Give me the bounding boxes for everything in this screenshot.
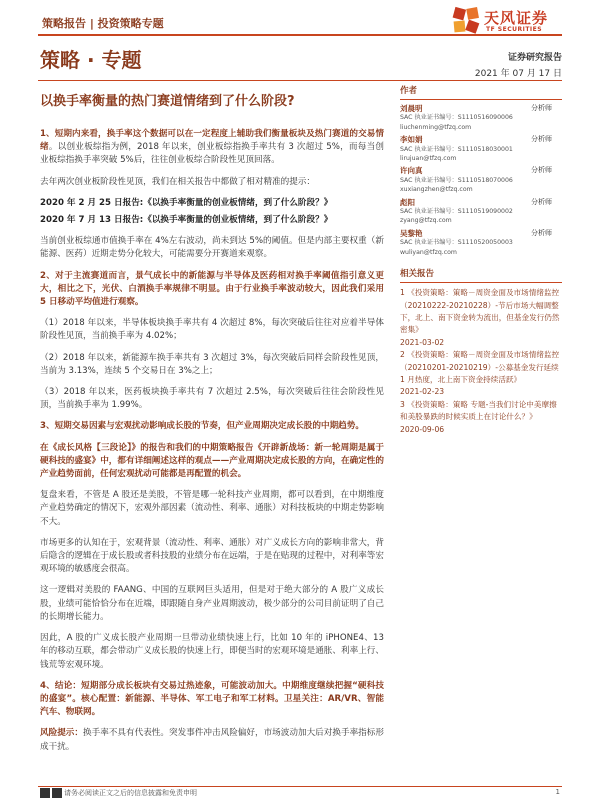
- header-divider: [38, 34, 562, 36]
- related-report-date: 2021-02-23: [400, 387, 445, 397]
- analyst-role: 分析师: [531, 166, 552, 175]
- analyst-card: [400, 104, 562, 132]
- report-type: 证券研究报告: [507, 53, 562, 63]
- analyst-cert: SAC 执业证书编号：S1110518030001: [400, 145, 513, 153]
- logo-text-en: TF SECURITIES: [486, 26, 543, 33]
- analyst-name: 彪阳: [400, 197, 415, 207]
- paragraph-12: 这一逻辑对美股的 FAANG、中国的互联网巨头适用，但是对于绝大部分的 A 股广义成长股，业绩可能恰恰分布在近端，即跟随自身产业周期波动，极少部分的公司目前证明了自己的长期增长能力。: [40, 585, 384, 622]
- paragraph-3: 当前创业板综通市值换手率在 4%左右波动，尚未到达 5%的阈值。但是内部主要权重（新能源、医药）近期走势分化较大，可能需要分开赛道来观察。: [40, 236, 384, 260]
- qr-code-icon: [52, 788, 62, 798]
- paragraph-14: [40, 680, 384, 720]
- footer-divider: [38, 786, 562, 787]
- related-report-link[interactable]: [400, 399, 562, 436]
- analyst-cert: SAC 执业证书编号：S1110519090002: [400, 208, 513, 216]
- breadcrumb: 策略报告 | 投资策略专题: [42, 17, 164, 30]
- analyst-cert: SAC 执业证书编号：S1110516090006: [400, 114, 513, 122]
- paragraph-5: （1）2018 年以来，半导体板块换手率共有 4 次超过 8%，每次突破后往往对应着半导体阶段性见顶，当前换手率为 4.02%；: [40, 318, 384, 342]
- related-report-title: 2 《投资策略：策略－周资金面及市场情绪监控（20210201-20210219）-公募基金发行延续 1 月热度，北上南下资金持续活跃》: [400, 350, 560, 384]
- paragraph-4: [40, 270, 384, 310]
- paragraph-11: 市场更多的认知在于，宏观背景（流动性、利率、通胀）对广义成长方向的影响非常大，背后隐含的逻辑在于成长股或者科技股的业绩分布在远端，于是在贴现的过程中，对利率等宏观环境的敏感度会很高。: [40, 537, 384, 575]
- paragraph-7: （3）2018 年以来，医药板块换手率共有 7 次超过 2.5%，每次突破后往往会阶段性见顶，当前换手率为 1.99%。: [40, 387, 384, 411]
- report-date: 2021 年 07 月 17 日: [474, 69, 562, 79]
- risk-warning-label: 风险提示：: [40, 728, 83, 739]
- page-number: 1: [555, 788, 560, 796]
- header-bar: [38, 9, 562, 34]
- qr-code-icon: [40, 788, 50, 798]
- related-heading: 相关报告: [400, 265, 562, 283]
- analyst-email[interactable]: xuxiangzhen@tfzq.com: [400, 186, 473, 194]
- analyst-card: [400, 135, 562, 163]
- related-report-date: 2020-09-06: [400, 424, 445, 434]
- title-divider: [38, 80, 562, 81]
- related-reports: [400, 265, 562, 436]
- related-report-date: 2021-03-02: [400, 337, 445, 347]
- logo-text-cn: 天风证券: [484, 9, 549, 27]
- analyst-email[interactable]: wuliyan@tfzq.com: [400, 248, 457, 256]
- sidebar: [400, 82, 562, 436]
- logo-mark-icon: [452, 6, 480, 34]
- analyst-role: 分析师: [531, 135, 552, 144]
- analyst-role: 分析师: [531, 104, 552, 112]
- paragraph-1-bold: 1、短期内来看，换手率这个数据可以在一定程度上辅助我们衡量板块及热门赛道的交易情绪: [40, 129, 384, 153]
- footer-disclaimer: 请务必阅读正文之后的信息披露和免责申明: [64, 789, 197, 797]
- analyst-card: [400, 229, 562, 257]
- quote-report-2: 2020 年 7 月 13 日报告:《以换手率衡量的创业板情绪，到了什么阶段？》: [40, 215, 333, 226]
- paragraph-2: 去年两次创业板阶段性见顶，我们在相关报告中都做了相对精准的提示：: [40, 176, 316, 187]
- main-content: [40, 128, 384, 762]
- report-subtitle: 以换手率衡量的热门赛道情绪到了什么阶段?: [40, 94, 295, 109]
- quote-report-1: 2020 年 2 月 25 日报告:《以换手率衡量的创业板情绪，到了什么阶段？》: [40, 197, 333, 208]
- authors-heading: 作者: [400, 82, 562, 100]
- risk-warning: [40, 727, 384, 753]
- paragraph-13: 因此，A 股的广义成长股产业周期一旦带动业绩快速上行，比如 10 年的 iPHONE4、13 年的移动互联，都会带动广义成长股的快速上行，即便当时的宏观环境是通胀、利率上行、钱荒等宏观环境。: [40, 633, 384, 670]
- page-title: 策略 · 专题: [40, 48, 142, 72]
- analyst-cert: SAC 执业证书编号：S1110520050003: [400, 239, 513, 247]
- related-report-title: 3 《投资策略：策略 专题-当我们讨论中美摩擦和美股暴跌的时候实质上在讨论什么？》: [400, 399, 557, 422]
- paragraph-6: （2）2018 年以来，新能源车换手率共有 3 次超过 3%，每次突破后同样会阶段性见顶，当前为 3.13%，连续 5 个交易日在 3%之上；: [40, 352, 384, 376]
- analyst-email[interactable]: lirujuan@tfzq.com: [400, 155, 457, 163]
- analyst-name: 吴黎艳: [400, 228, 423, 238]
- paragraph-4-bold: 2、对于主流赛道而言，景气成长中的新能源与半导体及医药相对换手率阈值指引意义更大，相比之下，光伏、白酒换手率规律不明显。由于行业换手率波动较大，因此我们采用 5 日移动平均值进行观察。: [40, 270, 384, 308]
- analyst-name: 许向真: [400, 166, 423, 176]
- paragraph-10: 复盘来看，不管是 A 股还是美股，不管是哪一轮科技产业周期，都可以看到，在中期维度产业趋势确定的情况下，宏观外部因素（流动性、利率、通胀）对科技板块的中期走势影响不大。: [40, 490, 384, 527]
- analyst-name: 李如娟: [400, 135, 423, 145]
- analyst-role: 分析师: [531, 228, 552, 237]
- analyst-card: [400, 198, 562, 226]
- related-report-link[interactable]: [400, 287, 562, 349]
- analyst-cert: SAC 执业证书编号：S1110518070006: [400, 176, 513, 184]
- paragraph-1: [40, 128, 384, 168]
- risk-warning-text: 换手率不具有代表性。突发事件冲击风险偏好，市场波动加大后对换手率指标形成干扰。: [40, 728, 384, 752]
- paragraph-8: [40, 420, 384, 433]
- analyst-name: 刘晨明: [400, 104, 423, 113]
- related-report-link[interactable]: [400, 349, 562, 399]
- analyst-email[interactable]: liuchenming@tfzq.com: [400, 123, 472, 131]
- analyst-role: 分析师: [531, 197, 552, 206]
- paragraph-9: [40, 442, 384, 482]
- paragraph-1-rest: 。以创业板综指为例，2018 年以来，创业板综指换手率共有 3 次超过 5%，而每当创业板综指换手率突破 5%后，往往创业板综合阶段性见顶回落。: [40, 142, 384, 166]
- analyst-card: [400, 166, 562, 194]
- analyst-email[interactable]: zyang@tfzq.com: [400, 217, 452, 225]
- paragraph-9-bold: 在《成长风格【三段论】》的报告和我们的中期策略报告《开辟新战场：新一轮周期是属于硬科技的盛宴》中，都有详细阐述这样的观点——产业周期决定成长股的方向，在确定性的产业趋势面前，任何宏观扰动可能都是再配置的机会。: [40, 442, 384, 480]
- related-report-title: 1 《投资策略：策略－周资金面及市场情绪监控（20210222-20210228）-节后市场大幅调整下，北上、南下资金转为流出，但基金发行仍然密集》: [400, 288, 560, 335]
- paragraph-8-bold: 3、短期交易因素与宏观扰动影响成长股的节奏，但产业周期决定成长股的中期趋势。: [40, 421, 364, 432]
- paragraph-14-bold: 4、结论：短期部分成长板块有交易过热迹象，可能波动加大。中期维度继续把握“硬科技的盛宴”。核心配置：新能源、半导体、军工电子和军工材料。卫星关注：AR/VR、智能汽车、物联网。: [40, 680, 384, 718]
